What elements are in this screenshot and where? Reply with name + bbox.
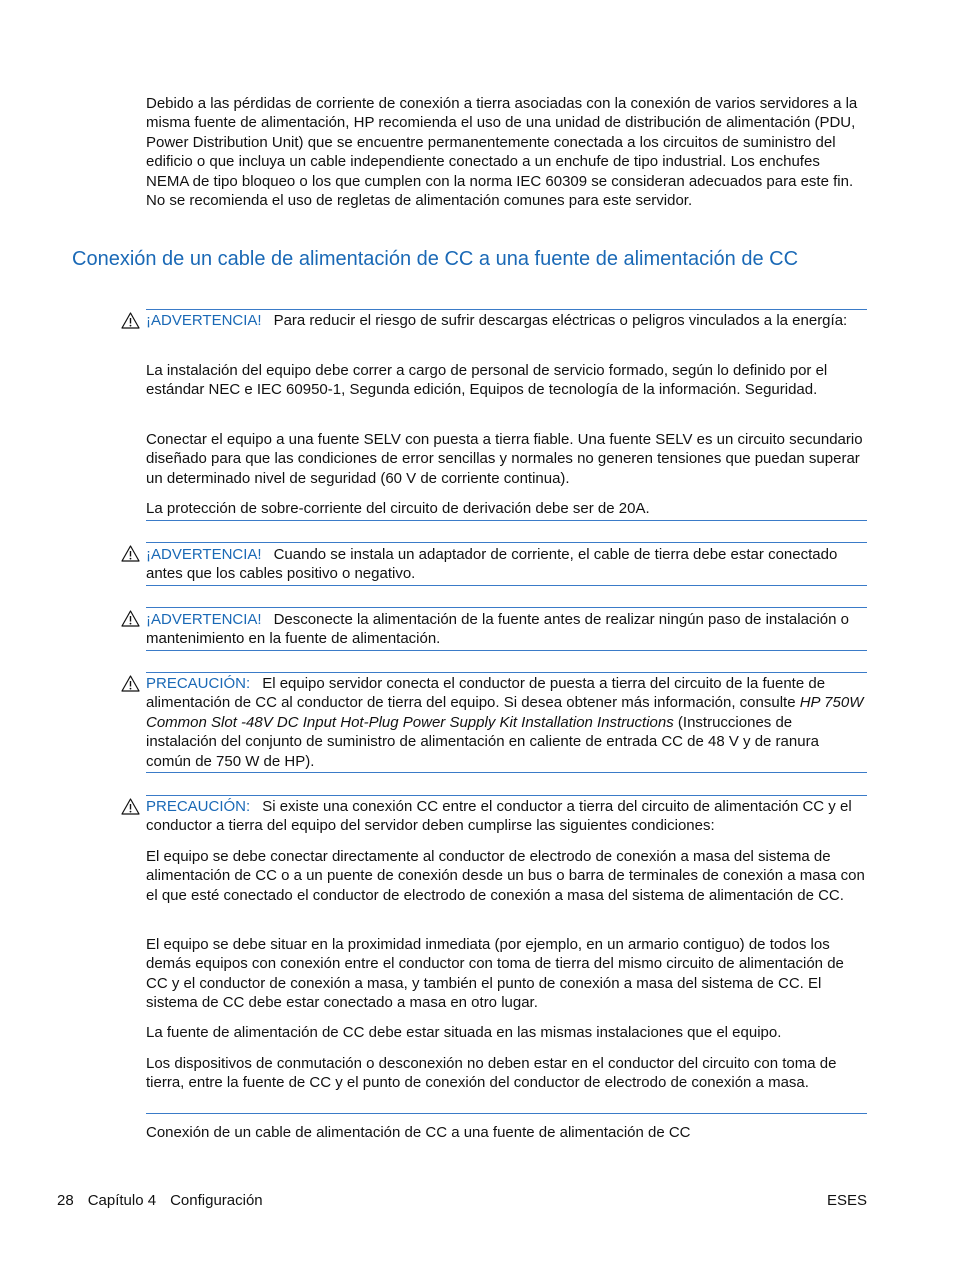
notice-rule-bottom	[146, 520, 867, 521]
notice-rule-bottom	[146, 585, 867, 586]
warning-notice	[146, 610, 866, 649]
warning-label: ¡ADVERTENCIA!	[146, 312, 262, 329]
notice-paragraph: La instalación del equipo debe correr a cargo de personal de servicio formado, según lo definido por el estándar NEC e IEC 60950-1, Segunda edición, Equipos de tecnología de la información. Seguridad.	[146, 362, 828, 399]
notice-paragraph: El equipo se debe conectar directamente al conductor de electrodo de conexión a masa del sistema de alimentación de CC o a un puente de conexión desde un bus o barra de terminales de conexión a masa con el que esté conectado el conductor de electrodo de conexión a masa del sistema de alimentación de CC.	[146, 848, 865, 904]
section-label: Configuración	[170, 1192, 263, 1209]
warning-notice	[146, 311, 866, 330]
warning-triangle-icon	[121, 545, 140, 562]
document-title-reference: HP 750W Common Slot -48V DC Input Hot-Plug Power Supply Kit Installation Instructions	[146, 694, 864, 731]
notice-rule-bottom	[146, 1113, 867, 1114]
notice-rule-top	[146, 795, 867, 796]
warning-text: Para reducir el riesgo de sufrir descargas eléctricas o peligros vinculados a la energía:	[273, 312, 848, 329]
caution-text-tail: (Instrucciones de instalación del conjunto de suministro de alimentación en caliente de entrada CC de 48 V y de ranura común de 750 W de HP).	[146, 713, 819, 770]
caution-text: El equipo servidor conecta el conductor de puesta a tierra del circuito de la fuente de alimentación de CC al conductor de tierra del equipo. Si desea obtener más información, consulte	[146, 675, 826, 712]
caution-triangle-icon	[121, 798, 140, 815]
section-heading: Conexión de un cable de alimentación de CC a una fuente de alimentación de CC	[72, 248, 799, 270]
notice-rule-bottom	[146, 650, 867, 651]
notice-rule-top	[146, 607, 867, 608]
caution-text: Si existe una conexión CC entre el conductor a tierra del circuito de alimentación CC y el conductor a tierra del equipo del servidor deben cumplirse las siguientes condiciones:	[146, 798, 852, 835]
notice-paragraph: La protección de sobre-corriente del circuito de derivación debe ser de 20A.	[146, 500, 650, 517]
warning-label: ¡ADVERTENCIA!	[146, 546, 262, 563]
caution-label: PRECAUCIÓN:	[146, 798, 251, 815]
page-number: 28	[57, 1192, 74, 1209]
notice-rule-top	[146, 309, 867, 310]
notice-paragraph: Conectar el equipo a una fuente SELV con puesta a tierra fiable. Una fuente SELV es un circuito secundario diseñado para que las condiciones de error sencillas y normales no generen tensiones que puedan superar un determinado nivel de seguridad (60 V de corriente continua).	[146, 431, 863, 487]
warning-text: Desconecte la alimentación de la fuente antes de realizar ningún paso de instalación o mantenimiento en la fuente de alimentación.	[146, 611, 849, 648]
caution-notice	[146, 674, 866, 771]
caution-label: PRECAUCIÓN:	[146, 675, 251, 692]
notice-rule-top	[146, 672, 867, 673]
footer-lang: ESES	[826, 1192, 867, 1209]
warning-label: ¡ADVERTENCIA!	[146, 611, 262, 628]
notice-paragraph: Los dispositivos de conmutación o desconexión no deben estar en el conductor del circuito con toma de tierra, entre la fuente de CC y el punto de conexión del conductor de electrodo de conexión a masa.	[146, 1055, 837, 1092]
notice-rule-bottom	[146, 772, 867, 773]
warning-triangle-icon	[121, 312, 140, 329]
notice-rule-top	[146, 542, 867, 543]
notice-paragraph: El equipo se debe situar en la proximidad inmediata (por ejemplo, en un armario contiguo) de todos los demás equipos con conexión entre el conductor con toma de tierra del mismo circuito de alimentación de CC y el conductor de conexión a masa, y también el punto de conexión a masa del sistema de CC. El sistema de CC debe estar conectado a masa en otro lugar.	[146, 936, 844, 1012]
footer-left	[57, 1191, 277, 1210]
closing-line: Conexión de un cable de alimentación de CC a una fuente de alimentación de CC	[146, 1124, 691, 1141]
warning-text: Cuando se instala un adaptador de corriente, el cable de tierra debe estar conectado antes que los cables positivo o negativo.	[146, 546, 838, 583]
warning-triangle-icon	[121, 610, 140, 627]
caution-notice	[146, 797, 866, 836]
intro-paragraph: Debido a las pérdidas de corriente de conexión a tierra asociadas con la conexión de varios servidores a la misma fuente de alimentación, HP recomienda el uso de una unidad de distribución de alimentación (PDU, Power Distribution Unit) que se encuentre permanentemente conectada a los circuitos de suministro del edificio o que incluya un cable independiente conectado a un enchufe de tipo industrial. Los enchufes NEMA de tipo bloqueo o los que cumplen con la norma IEC 60309 se consideran adecuados para este fin. No se recomienda el uso de regletas de alimentación comunes para este servidor.	[146, 95, 858, 210]
notice-paragraph: La fuente de alimentación de CC debe estar situada en las mismas instalaciones que el equipo.	[146, 1024, 782, 1041]
caution-triangle-icon	[121, 675, 140, 692]
chapter-label: Capítulo 4	[87, 1192, 157, 1209]
warning-notice	[146, 545, 866, 584]
